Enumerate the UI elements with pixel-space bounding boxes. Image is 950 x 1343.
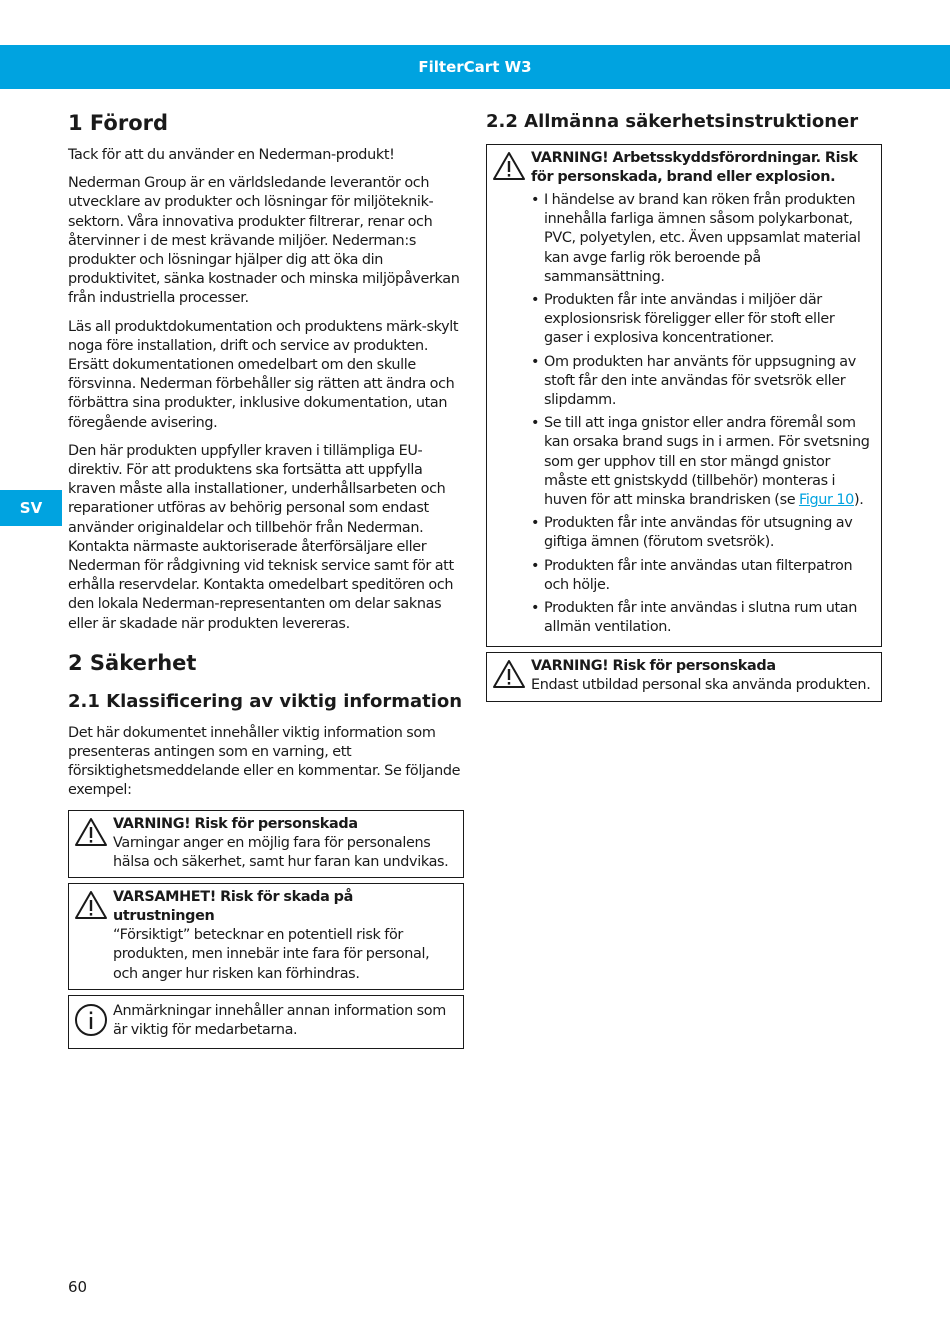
list-item: • Produkten får inte användas för utsugning av giftiga ämnen (förutom svetsrök). (531, 514, 875, 552)
list-item: • I händelse av brand kan röken från produkten innehålla farliga ämnen såsom polykarbonat, PVC, polyetylen, etc. Även uppsamlat material kan avge farlig rök beroende på sammansättning. (531, 191, 875, 287)
language-code: SV (19, 499, 43, 517)
note-text: Anmärkningar innehåller annan information som är viktig för medarbetarna. (113, 1002, 446, 1038)
caution-box (68, 883, 464, 990)
warning-title: VARNING! Risk för personskada (113, 815, 358, 832)
language-tab (0, 490, 62, 526)
paragraph: Läs all produktdokumentation och produktens märk-skylt noga före installation, drift och service av produkten. Ersätt dokumentationen omedelbart om den skulle försvinna. Nederman förbehåller sig rätten att ändra och förbättra sina produkter, inklusive dokumentation, utan föregående avisering. (68, 318, 459, 431)
warning-text: Varningar anger en möjlig fara för personalens hälsa och säkerhet, samt hur faran kan undvikas. (113, 834, 449, 870)
warning-title: VARNING! Risk för personskada (531, 658, 776, 675)
section-1-heading: 1 Förord (68, 111, 169, 135)
list-item: • Produkten får inte användas i miljöer där explosionsrisk föreligger eller för stoft eller gaser i explosiva koncentrationer. (531, 291, 875, 349)
header-bar (0, 45, 950, 89)
warning-text: Endast utbildad personal ska använda produkten. (531, 677, 871, 694)
list-item-text-end: ). (853, 492, 864, 509)
caution-title: VARSAMHET! Risk för skada på utrustningen (113, 889, 353, 925)
warning-triangle-icon (74, 817, 108, 847)
left-column (68, 110, 464, 1054)
list-item: • Produkten får inte användas utan filterpatron och hölje. (531, 557, 875, 595)
list-item (531, 414, 875, 510)
warning-box-personal-injury (486, 652, 882, 701)
caution-text: “Försiktigt” betecknar en potentiell risk för produkten, men innebär inte fara för personal, och anger hur risken kan förhindras. (113, 927, 430, 982)
paragraph: Den här produkten uppfyller kraven i tillämpliga EU-direktiv. För att produktens ska fortsätta att uppfylla kraven måste alla installationer, underhållsarbeten och reparationer utföras av behörig personal som endast använder originaldelar och tillbehör från Nederman. Kontakta närmaste auktoriserade återförsäljare eller Nederman för rådgivning vid teknisk service samt för att erhålla reservdelar. Kontakta omedelbart speditören och den lokala Nederman-representanten om delar saknas eller är skadade när produkten levereras. (68, 442, 454, 632)
page-number: 60 (68, 1278, 88, 1296)
list-item: • Om produkten har använts för uppsugning av stoft får den inte användas för svetsrök eller slipdamm. (531, 353, 875, 411)
info-icon (74, 1003, 108, 1037)
warning-triangle-icon (492, 659, 526, 689)
warning-triangle-icon (492, 151, 526, 181)
paragraph: Nederman Group är en världsledande leverantör och utvecklare av produkter och lösningar för miljöteknik-sektorn. Våra innovativa produkter filtrerar, renar och återvinner i de mest krävande miljöer. Nederman:s produkter och lösningar hjälper dig att öka din produktivitet, sänka kostnader och minska miljöpåverkan från industriella processer. (68, 175, 460, 307)
warning-title: VARNING! Arbetsskyddsförordningar. Risk för personskada, brand eller explosion. (531, 150, 858, 185)
document-title: FilterCart W3 (418, 58, 532, 76)
list-item: • Produkten får inte användas i slutna rum utan allmän ventilation. (531, 599, 875, 637)
figure-link[interactable]: Figur 10 (798, 492, 854, 509)
warning-box (68, 810, 464, 878)
warning-box-safety-regulations (486, 144, 882, 647)
section-2-heading: 2 Säkerhet (68, 650, 197, 675)
safety-list (531, 191, 875, 637)
caution-triangle-icon (74, 890, 108, 920)
section-2-1-heading: 2.1 Klassificering av viktig information (68, 690, 463, 712)
paragraph: Tack för att du använder en Nederman-produkt! (68, 147, 395, 163)
section-2-2-heading: 2.2 Allmänna säkerhetsinstruktioner (486, 111, 859, 132)
right-column (486, 110, 882, 707)
paragraph: Det här dokumentet innehåller viktig information som presenteras antingen som en varning, ett försiktighetsmeddelande eller en kommentar. Se följande exempel: (68, 724, 461, 799)
list-item-text: Se till att inga gnistor eller andra föremål som kan orsaka brand sugs in i armen. För svetsning som ger upphov till en stor mängd gnistor måste ett gnistskydd (tillbehör) monteras i huven för att minska brandrisken (se (544, 415, 870, 509)
note-box (68, 995, 464, 1049)
